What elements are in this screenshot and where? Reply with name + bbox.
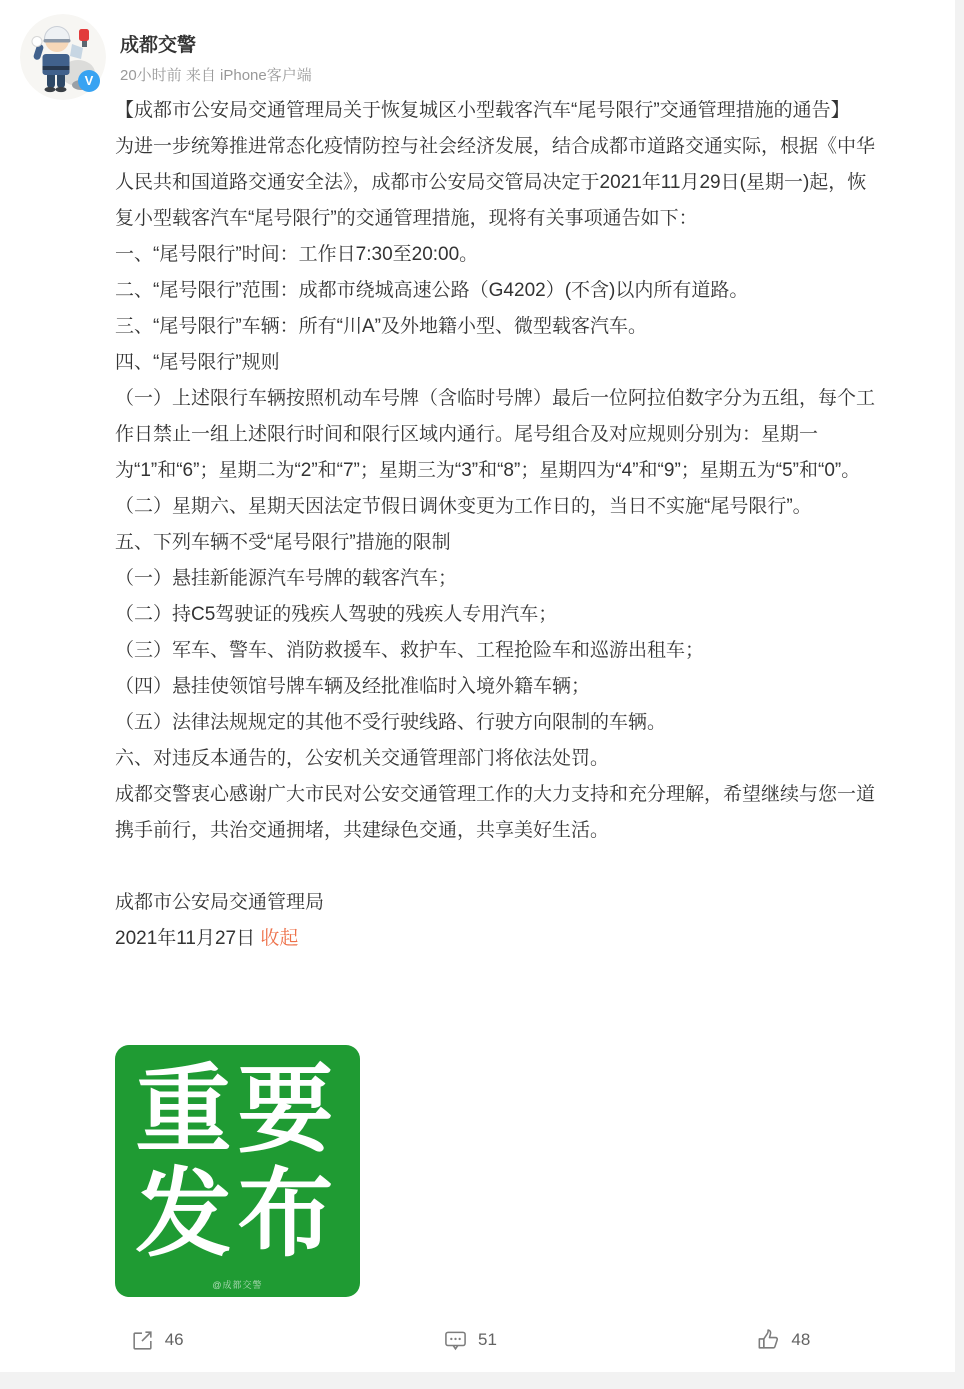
post-paragraph: 六、对违反本通告的，公安机关交通管理部门将依法处罚。	[115, 748, 610, 769]
verified-badge-icon: V	[78, 70, 100, 92]
post-paragraph: 二、“尾号限行”范围：成都市绕城高速公路（G4202）(不含)以内所有道路。	[115, 280, 749, 301]
share-icon	[130, 1328, 155, 1353]
post-paragraph: 【成都市公安局交通管理局关于恢复城区小型载客汽车“尾号限行”交通管理措施的通告】	[115, 100, 850, 121]
post-paragraph: 三、“尾号限行”车辆：所有“川A”及外地籍小型、微型载客汽车。	[115, 316, 647, 337]
collapse-link[interactable]: 收起	[260, 928, 299, 949]
author-name[interactable]: 成都交警	[120, 35, 197, 56]
post-content	[115, 93, 877, 957]
post-paragraph: 五、下列车辆不受“尾号限行”措施的限制	[115, 532, 451, 553]
image-text-line1: 重要	[135, 1057, 340, 1164]
post-paragraph: 四、“尾号限行”规则	[115, 352, 280, 373]
post-date: 2021年11月27日	[115, 928, 256, 949]
post-paragraph: 成都交警衷心感谢广大市民对公安交通管理工作的大力支持和充分理解，希望继续与您一道携手前行，共治交通拥堵，共建绿色交通，共享美好生活。	[115, 784, 876, 841]
thumbs-up-icon	[756, 1328, 781, 1353]
post-paragraph: （二）星期六、星期天因法定节假日调休变更为工作日的，当日不实施“尾号限行”。	[115, 496, 812, 517]
comment-count: 51	[478, 1330, 497, 1349]
date-line	[115, 921, 877, 957]
post-paragraph: 为进一步统筹推进常态化疫情防控与社会经济发展，结合成都市道路交通实际，根据《中华人民共和国道路交通安全法》，成都市公安局交管局决定于2021年11月29日(星期一)起，恢复小型载客汽车“尾号限行”的交通管理措施，现将有关事项通告如下：	[115, 136, 876, 229]
post-timestamp-source[interactable]: 20小时前 来自 iPhone客户端	[120, 67, 312, 84]
comment-icon	[443, 1328, 468, 1353]
avatar[interactable]	[20, 14, 106, 100]
action-bar	[0, 1318, 940, 1362]
post-image[interactable]	[115, 1045, 360, 1297]
post-paragraph: 一、“尾号限行”时间：工作日7:30至20:00。	[115, 244, 479, 265]
repost-button[interactable]	[0, 1328, 313, 1353]
signature-line: 成都市公安局交通管理局	[115, 892, 325, 913]
blank-line	[115, 849, 877, 885]
post-paragraph: （二）持C5驾驶证的残疾人驾驶的残疾人专用汽车；	[115, 604, 558, 625]
like-button[interactable]	[627, 1328, 940, 1353]
image-text-line2: 发布	[135, 1161, 340, 1268]
post-paragraph: （三）军车、警车、消防救援车、救护车、工程抢险车和巡游出租车；	[115, 640, 705, 661]
post-paragraph: （一）上述限行车辆按照机动车号牌（含临时号牌）最后一位阿拉伯数字分为五组，每个工作日禁止一组上述限行时间和限行区域内通行。尾号组合及对应规则分别为：星期一为“1”和“6”；星期二为“2”和“7”；星期三为“3”和“8”；星期四为“4”和“9”；星期五为“5”和“0”。	[115, 388, 876, 481]
post-paragraph: （五）法律法规规定的其他不受行驶线路、行驶方向限制的车辆。	[115, 712, 667, 733]
like-count: 48	[791, 1330, 811, 1349]
image-watermark: @成都交警	[212, 1280, 263, 1290]
comment-button[interactable]	[313, 1328, 626, 1353]
post-paragraph: （四）悬挂使领馆号牌车辆及经批准临时入境外籍车辆；	[115, 676, 591, 697]
repost-count: 46	[164, 1330, 184, 1349]
post-paragraph: （一）悬挂新能源汽车号牌的载客汽车；	[115, 568, 458, 589]
